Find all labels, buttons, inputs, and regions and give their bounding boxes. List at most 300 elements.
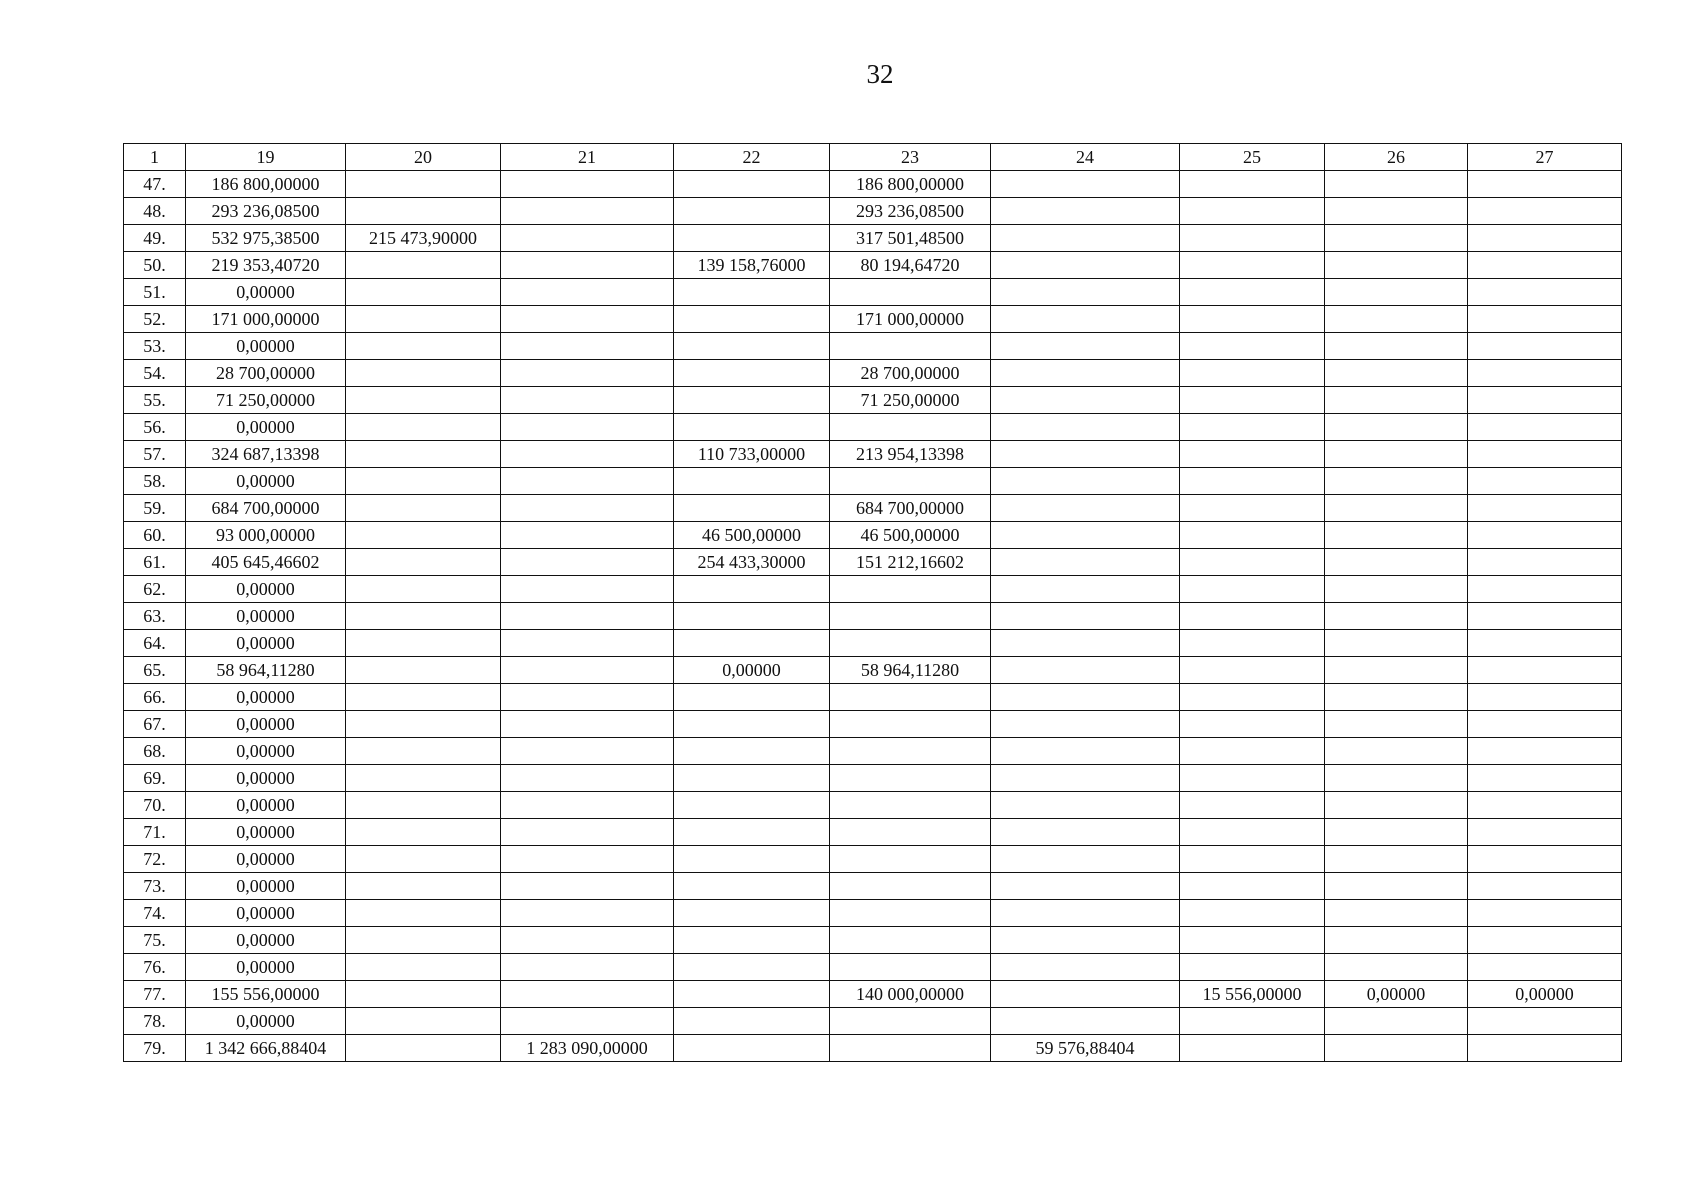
table-cell: [1468, 765, 1622, 792]
table-cell: [991, 657, 1180, 684]
table-cell: 254 433,30000: [674, 549, 830, 576]
table-cell: [1325, 684, 1468, 711]
table-row: [124, 657, 1622, 684]
table-cell: [346, 738, 501, 765]
table-cell: [1468, 333, 1622, 360]
table-cell: [991, 711, 1180, 738]
table-cell: [1468, 792, 1622, 819]
table-cell: 293 236,08500: [186, 198, 346, 225]
table-cell: [830, 792, 991, 819]
column-header: 1: [124, 144, 186, 171]
column-header: 22: [674, 144, 830, 171]
table-cell: [991, 252, 1180, 279]
row-number-cell: 57.: [124, 441, 186, 468]
table-cell: [991, 684, 1180, 711]
table-cell: [674, 900, 830, 927]
table-row: [124, 927, 1622, 954]
table-cell: [501, 333, 674, 360]
table-cell: [674, 171, 830, 198]
table-cell: [501, 414, 674, 441]
table-cell: [1180, 306, 1325, 333]
table-cell: [346, 279, 501, 306]
table-row: [124, 1035, 1622, 1062]
table-cell: 71 250,00000: [186, 387, 346, 414]
table-header-row: [124, 144, 1622, 171]
table-cell: [1180, 522, 1325, 549]
table-row: [124, 279, 1622, 306]
table-cell: [830, 927, 991, 954]
table-cell: 0,00000: [186, 468, 346, 495]
table-cell: [346, 684, 501, 711]
table-cell: [501, 495, 674, 522]
table-cell: 1 283 090,00000: [501, 1035, 674, 1062]
table-cell: [1325, 1035, 1468, 1062]
row-number-cell: 55.: [124, 387, 186, 414]
table-cell: [1180, 873, 1325, 900]
table-cell: [1325, 171, 1468, 198]
table-cell: [1325, 198, 1468, 225]
table-cell: [346, 414, 501, 441]
table-cell: [1468, 360, 1622, 387]
row-number-cell: 78.: [124, 1008, 186, 1035]
table-cell: [346, 819, 501, 846]
table-cell: [1180, 765, 1325, 792]
table-row: [124, 333, 1622, 360]
table-cell: [1468, 522, 1622, 549]
table-cell: 0,00000: [186, 738, 346, 765]
table-cell: [1468, 846, 1622, 873]
table-cell: 0,00000: [1468, 981, 1622, 1008]
table-cell: [674, 198, 830, 225]
table-cell: [991, 630, 1180, 657]
table-cell: [830, 900, 991, 927]
table-cell: [1325, 954, 1468, 981]
table-cell: [830, 765, 991, 792]
table-cell: [501, 927, 674, 954]
table-cell: [674, 306, 830, 333]
table-cell: [346, 927, 501, 954]
table-cell: 532 975,38500: [186, 225, 346, 252]
table-cell: [1180, 441, 1325, 468]
table-cell: [1180, 576, 1325, 603]
table-cell: [830, 873, 991, 900]
table-row: [124, 522, 1622, 549]
table-cell: [1325, 657, 1468, 684]
table-cell: [1325, 522, 1468, 549]
row-number-cell: 54.: [124, 360, 186, 387]
table-cell: [346, 657, 501, 684]
table-cell: [1468, 927, 1622, 954]
table-row: [124, 711, 1622, 738]
table-cell: [501, 765, 674, 792]
table-cell: 46 500,00000: [830, 522, 991, 549]
row-number-cell: 58.: [124, 468, 186, 495]
table-cell: 0,00000: [186, 1008, 346, 1035]
row-number-cell: 72.: [124, 846, 186, 873]
table-cell: [1180, 819, 1325, 846]
table-cell: [1325, 927, 1468, 954]
table-cell: [1325, 252, 1468, 279]
table-cell: [1325, 387, 1468, 414]
table-cell: [1468, 387, 1622, 414]
table-cell: [1180, 738, 1325, 765]
table-cell: [1180, 549, 1325, 576]
table-cell: [1468, 819, 1622, 846]
table-row: [124, 252, 1622, 279]
table-cell: [674, 792, 830, 819]
table-row: [124, 576, 1622, 603]
table-cell: [1180, 171, 1325, 198]
table-row: [124, 630, 1622, 657]
table-cell: [674, 981, 830, 1008]
table-cell: [346, 792, 501, 819]
table-cell: [501, 306, 674, 333]
table-cell: [1325, 846, 1468, 873]
table-cell: [991, 333, 1180, 360]
table-cell: [1468, 468, 1622, 495]
table-cell: [501, 846, 674, 873]
table-cell: 93 000,00000: [186, 522, 346, 549]
table-cell: [346, 495, 501, 522]
table-cell: [830, 711, 991, 738]
table-cell: 58 964,11280: [830, 657, 991, 684]
table-cell: [501, 387, 674, 414]
row-number-cell: 66.: [124, 684, 186, 711]
table-cell: [346, 171, 501, 198]
row-number-cell: 65.: [124, 657, 186, 684]
table-cell: [346, 954, 501, 981]
table-cell: [674, 414, 830, 441]
table-cell: [346, 198, 501, 225]
table-cell: [1468, 738, 1622, 765]
table-cell: [501, 441, 674, 468]
table-cell: [1468, 1035, 1622, 1062]
row-number-cell: 63.: [124, 603, 186, 630]
table-cell: 28 700,00000: [186, 360, 346, 387]
table-cell: [346, 846, 501, 873]
table-row: [124, 900, 1622, 927]
table-cell: [1468, 279, 1622, 306]
table-cell: 1 342 666,88404: [186, 1035, 346, 1062]
table-cell: [501, 171, 674, 198]
table-body: [124, 171, 1622, 1062]
table-cell: [501, 873, 674, 900]
row-number-cell: 75.: [124, 927, 186, 954]
table-row: [124, 819, 1622, 846]
table-cell: [1325, 819, 1468, 846]
table-row: [124, 1008, 1622, 1035]
table-cell: [1325, 279, 1468, 306]
table-row: [124, 738, 1622, 765]
table-cell: [830, 414, 991, 441]
table-cell: [501, 522, 674, 549]
table-cell: [346, 981, 501, 1008]
table-cell: [1325, 792, 1468, 819]
table-cell: [991, 873, 1180, 900]
column-header: 26: [1325, 144, 1468, 171]
page-number: 32: [866, 59, 894, 89]
table-cell: [1468, 252, 1622, 279]
table-cell: 213 954,13398: [830, 441, 991, 468]
table-cell: [501, 738, 674, 765]
table-cell: 293 236,08500: [830, 198, 991, 225]
table-cell: [501, 630, 674, 657]
table-cell: [1325, 765, 1468, 792]
table-cell: [991, 279, 1180, 306]
row-number-cell: 64.: [124, 630, 186, 657]
table-cell: 0,00000: [186, 333, 346, 360]
column-header: 24: [991, 144, 1180, 171]
table-cell: [501, 657, 674, 684]
table-row: [124, 198, 1622, 225]
column-header: 19: [186, 144, 346, 171]
table-cell: [501, 1008, 674, 1035]
table-cell: [1325, 630, 1468, 657]
table-row: [124, 306, 1622, 333]
table-cell: [830, 1008, 991, 1035]
table-cell: [501, 954, 674, 981]
table-cell: [1325, 468, 1468, 495]
table-cell: [830, 954, 991, 981]
table-cell: [1180, 225, 1325, 252]
table-cell: [1180, 279, 1325, 306]
table-cell: 219 353,40720: [186, 252, 346, 279]
table-cell: [1180, 927, 1325, 954]
table-cell: [1468, 495, 1622, 522]
table-cell: [346, 333, 501, 360]
table-cell: [346, 522, 501, 549]
table-cell: [830, 846, 991, 873]
column-header: 27: [1468, 144, 1622, 171]
table-cell: [991, 981, 1180, 1008]
table-row: [124, 765, 1622, 792]
table-row: [124, 360, 1622, 387]
table-cell: [346, 630, 501, 657]
table-row: [124, 387, 1622, 414]
table-cell: [674, 846, 830, 873]
table-cell: [1468, 900, 1622, 927]
table-cell: [501, 819, 674, 846]
table-cell: [830, 684, 991, 711]
table-cell: [674, 1008, 830, 1035]
row-number-cell: 60.: [124, 522, 186, 549]
table-cell: [674, 765, 830, 792]
row-number-cell: 76.: [124, 954, 186, 981]
table-cell: [1325, 441, 1468, 468]
row-number-cell: 47.: [124, 171, 186, 198]
table-row: [124, 549, 1622, 576]
table-cell: [1325, 1008, 1468, 1035]
row-number-cell: 68.: [124, 738, 186, 765]
row-number-cell: 48.: [124, 198, 186, 225]
table-cell: [346, 576, 501, 603]
table-cell: [1325, 549, 1468, 576]
table-cell: [1325, 738, 1468, 765]
table-cell: [346, 549, 501, 576]
table-cell: [346, 1008, 501, 1035]
table-cell: [991, 414, 1180, 441]
table-cell: 151 212,16602: [830, 549, 991, 576]
table-row: [124, 468, 1622, 495]
table-cell: [501, 198, 674, 225]
table-cell: [991, 738, 1180, 765]
table-cell: 0,00000: [186, 819, 346, 846]
row-number-cell: 52.: [124, 306, 186, 333]
table-cell: 317 501,48500: [830, 225, 991, 252]
table-cell: [1325, 711, 1468, 738]
table-cell: 171 000,00000: [830, 306, 991, 333]
table-cell: [1180, 954, 1325, 981]
table-cell: [830, 333, 991, 360]
table-cell: 684 700,00000: [830, 495, 991, 522]
table-cell: 155 556,00000: [186, 981, 346, 1008]
table-cell: [674, 1035, 830, 1062]
row-number-cell: 59.: [124, 495, 186, 522]
table-cell: [1180, 1035, 1325, 1062]
table-cell: [674, 819, 830, 846]
table-cell: [991, 576, 1180, 603]
table-row: [124, 954, 1622, 981]
column-header: 20: [346, 144, 501, 171]
table-row: [124, 441, 1622, 468]
table-cell: [1180, 414, 1325, 441]
table-cell: 186 800,00000: [830, 171, 991, 198]
table-cell: [1325, 360, 1468, 387]
table-cell: 28 700,00000: [830, 360, 991, 387]
table-cell: [1468, 657, 1622, 684]
table-cell: [346, 468, 501, 495]
row-number-cell: 51.: [124, 279, 186, 306]
table-cell: 15 556,00000: [1180, 981, 1325, 1008]
table-cell: [991, 954, 1180, 981]
table-cell: [674, 630, 830, 657]
table-cell: [991, 765, 1180, 792]
table-cell: [1468, 873, 1622, 900]
table-cell: 0,00000: [186, 603, 346, 630]
table-cell: [1468, 1008, 1622, 1035]
table-cell: 110 733,00000: [674, 441, 830, 468]
table-cell: [1180, 630, 1325, 657]
table-cell: [991, 792, 1180, 819]
table-cell: [501, 549, 674, 576]
table-row: [124, 846, 1622, 873]
table-cell: [1180, 603, 1325, 630]
table-cell: [674, 738, 830, 765]
table-cell: [674, 603, 830, 630]
table-cell: [1180, 900, 1325, 927]
table-cell: [830, 603, 991, 630]
table-cell: [674, 387, 830, 414]
table-cell: 71 250,00000: [830, 387, 991, 414]
table-cell: [346, 387, 501, 414]
table-cell: [1468, 603, 1622, 630]
table-cell: [991, 819, 1180, 846]
table-cell: 0,00000: [186, 900, 346, 927]
table-cell: [346, 441, 501, 468]
table-cell: 0,00000: [186, 414, 346, 441]
table-cell: [1180, 198, 1325, 225]
table-cell: [1180, 360, 1325, 387]
table-cell: [346, 360, 501, 387]
table-cell: [1180, 711, 1325, 738]
table-cell: [1468, 198, 1622, 225]
table-row: [124, 684, 1622, 711]
table-cell: 0,00000: [674, 657, 830, 684]
table-cell: [1325, 495, 1468, 522]
table-cell: [1180, 792, 1325, 819]
table-cell: [1468, 630, 1622, 657]
table-cell: 0,00000: [186, 927, 346, 954]
table-cell: [674, 684, 830, 711]
table-cell: [674, 279, 830, 306]
table-cell: 405 645,46602: [186, 549, 346, 576]
table-cell: [830, 819, 991, 846]
row-number-cell: 62.: [124, 576, 186, 603]
table-cell: 215 473,90000: [346, 225, 501, 252]
table-cell: [501, 792, 674, 819]
table-cell: 139 158,76000: [674, 252, 830, 279]
table-cell: [991, 900, 1180, 927]
row-number-cell: 49.: [124, 225, 186, 252]
row-number-cell: 73.: [124, 873, 186, 900]
table-cell: [991, 522, 1180, 549]
table-cell: [501, 468, 674, 495]
table-cell: [1325, 603, 1468, 630]
row-number-cell: 79.: [124, 1035, 186, 1062]
table-cell: 46 500,00000: [674, 522, 830, 549]
table-cell: 0,00000: [186, 954, 346, 981]
table-cell: [501, 603, 674, 630]
table-cell: [346, 900, 501, 927]
table-cell: [1468, 684, 1622, 711]
table-cell: [501, 225, 674, 252]
table-cell: [1180, 333, 1325, 360]
table-cell: [501, 576, 674, 603]
table-cell: [1180, 468, 1325, 495]
table-cell: [346, 873, 501, 900]
table-cell: [1325, 576, 1468, 603]
table-cell: 140 000,00000: [830, 981, 991, 1008]
table-cell: 59 576,88404: [991, 1035, 1180, 1062]
row-number-cell: 74.: [124, 900, 186, 927]
table-cell: [830, 738, 991, 765]
table-cell: [1468, 549, 1622, 576]
table-cell: 186 800,00000: [186, 171, 346, 198]
table-cell: [674, 711, 830, 738]
table-cell: [501, 981, 674, 1008]
table-row: [124, 873, 1622, 900]
table-cell: [1468, 414, 1622, 441]
table-cell: [501, 360, 674, 387]
table-cell: 684 700,00000: [186, 495, 346, 522]
table-cell: [1468, 954, 1622, 981]
table-cell: [830, 1035, 991, 1062]
table-cell: [1180, 1008, 1325, 1035]
table-cell: [674, 576, 830, 603]
table-cell: [991, 360, 1180, 387]
row-number-cell: 56.: [124, 414, 186, 441]
table-cell: [501, 684, 674, 711]
table-cell: [674, 927, 830, 954]
table-cell: [346, 603, 501, 630]
table-row: [124, 981, 1622, 1008]
table-row: [124, 495, 1622, 522]
table-cell: [1180, 495, 1325, 522]
table-cell: [991, 387, 1180, 414]
table-cell: [674, 954, 830, 981]
table-cell: 58 964,11280: [186, 657, 346, 684]
table-cell: [1325, 306, 1468, 333]
